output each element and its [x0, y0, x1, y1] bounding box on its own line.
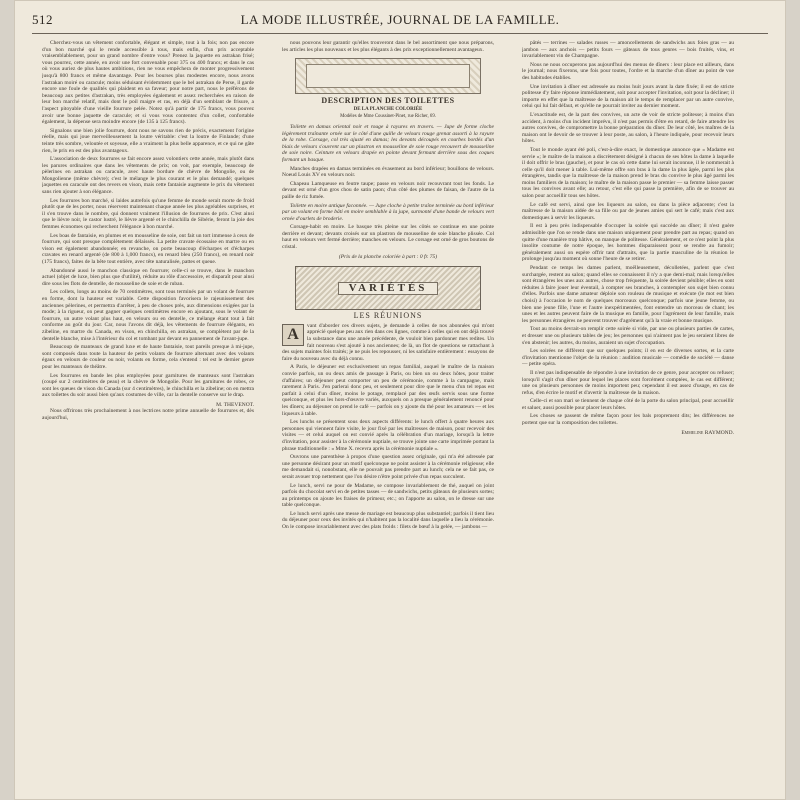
paragraph: vant d'aborder ces divers sujets, je demande à celles de nos abonnées qui m'ont apprécié quelque peu aux rien dans ces lignes, comme à celles qui en ont déjà trouvé la substance dans une année précédente, de vouloir bien pardonner mes redites. Un fait nouveau s'est ajouté à nos anciennes; de là, un flot de questions se rattachant à des sujets maintes fois traités; je ne puis les repousser, ni les satisfaire entièrement : essayons de faire du nouveau avec du déjà connu. — [282, 322, 494, 362]
page-number: 512 — [32, 12, 53, 27]
varietes-heading: VARIÉTÉS — [338, 282, 439, 295]
column-1 — [42, 40, 254, 780]
price-note: (Prix de la planche coloriée à part : 0 fr. 75) — [338, 253, 438, 260]
header-rule — [32, 33, 768, 34]
paragraph: Il est à peu près indispensable d'occuper la soirée qui succède au dîner; il n'est guère admissible que l'on se rende dans une maison uniquement pour prendre part au repas; quand on quitte d'une manière trop hâtive, on manque de politesse. Généralement, et ce n'est point la plus insolite coutume de notre époque, les hommes disparaissent pour se rendre au fumoir; généralement aussi on espère offrir tant d'attraits, que la partie masculine de la réunion le prolonge jusqu'au moment où sonne l'heure de se retirer. — [522, 223, 734, 263]
varietes-banner — [295, 266, 481, 310]
paragraph: L'exactitude est, de la part des convives, un acte de voir de stricte politesse; à moins d'un accident, à moins d'un incident imprévu, il n'est pas permis d'être en retard, de faire attendre les autres convives, de compromettre la bonne préparation du dîner. De leur côté, les maîtres de la maison ont le devoir de se trouver à leur poste, au salon, à l'heure indiquée, pour recevoir leurs hôtes. — [522, 111, 734, 145]
paragraph: Le café est servi, ainsi que les liqueurs au salon, ou dans la pièce adjacente; c'est la maîtresse de la maison aidée de sa fille ou par de jeunes amies qui sert le café; mais c'est aux domestiques à servir les liqueurs. — [522, 201, 734, 221]
column-2 — [282, 40, 494, 780]
paragraph: Les soirées ne diffèrent que sur quelques points; il en est de diverses sortes, et la carte d'invitation mentionne l'objet de la réunion : audition musicale — comédie de société — danse — petite opéra. — [522, 348, 734, 368]
paragraph: Chapeau Lamqueuse en feutre taupe; passe en velours noir recouvrant tout les fonds. Le devant est orné d'un gros chou de satin paon; d'un côté des plumes de faisan, de l'autre de la paille de riz fumée. — [282, 180, 494, 200]
paragraph: Les collets, longs au moins de 70 centimètres, sont tous terminés par un volant de fourrure en forme, dont la hauteur est variable. Cette disposition favorisera le rajeunissement des anciennes pèlerines, et permettra d'arrêter, à peu de choses près, aux dimensions exigées par la mode; à la rigueur, on peut gagner quelques centimètres encore en ajoutant, sous le volant de fourrure, un autre volant plus haut, en velours ou en dentelle, ce mélange étant tout à fait conforme au goût du jour. Car, nous l'avons dit déjà, les vêtements de fourrure élégants, en zibeline, en martre du Canada, en vison, en chinchilla, en astrakan, se complètent par de la dentelle blanche, mise à l'intérieur du col et tombant par devant en pannement de l'avant-jupe. — [42, 289, 254, 342]
article-title: LES RÉUNIONS — [353, 311, 423, 321]
paragraph: Le lunch servi après une messe de mariage est beaucoup plus substantiel; parfois il tient lieu du déjeuner pour ceux des invités qui n'habitent pas la localité dans laquelle a lieu la cérémonie. On le compose invariablement avec des plats froids : filets de bœuf à la gelée, — jambons — — [282, 510, 494, 531]
paragraph: Toilette en damas oriental noir et rouge à rayures en travers. — Jupe de forme cloche légèrement traînante ornée sur le côté d'une quille de velours rouge grenat assorti à la rayure de la robe. Corsage, col très ajusté en damas; les devants découpés en courbes bordés d'un biais de velours s'ouvrent sur un plastron en mousseline de soie rouge recouvert de mousseline de soie noire. Ceinture en velours drapée en pointe devant fermant derrière sous des coques formant un basque. — [282, 123, 494, 163]
section-subtitle: DE LA PLANCHE COLORIÉE — [353, 106, 423, 112]
page-header — [32, 12, 768, 30]
paragraph: Celle-ci et son mari se tiennent de chaque côté de la porte du salon principal, pour accueillir et saluer, aussi possible pour placer leurs hôtes. — [522, 398, 734, 411]
paragraph: Manches drapées en damas terminées en évasement au bord inférieur; bouillons de velours. Noeud Louis XV en velours noir. — [282, 165, 494, 179]
section-title: DESCRIPTION DES TOILETTES — [321, 96, 455, 106]
magazine-page — [14, 0, 786, 800]
paragraph: Tout le monde ayant été poli, c'est-à-dire exact, le domestique annonce que « Madame est servie »; le maître de la maison a discrètement désigné à chacun de ses hôtes la dame à laquelle il doit offrir le bras (gauche), et pour le cas où cette dame lui serait inconnue, il le nommerait à celle qu'il doit mener à table. Lui-même offre son bras à la dame la plus âgée, parmi les plus étrangères, tandis que la maîtresse de la maison prend le bras du convive le plus âgé parmi les moins familiers de la maison; le maître de la maison passe le premier — sa femme laisse passer tous les convives avant elle; au retour, c'est elle qui passe la première, afin de se trouver au salon pour accueillir tous ses hôtes. — [522, 146, 734, 200]
paragraph: Abandonné aussi le manchon classique en fourrure; celle-ci se trouve, dans le manchon actuel (objet de luxe, bien plus que d'utilité), réduite au rôle d'accessoire, et disparaît pour ainsi dire sous les flots de dentelle, de mousseline de soie et de ruban. — [42, 267, 254, 287]
paragraph: pâtés — terrines — salades russes — amoncellements de sandwichs aux foies gras — au jambon — aux anchois — petits fours — gâteaux de tous genres — bois fruités, vins, et invariablement vin de Champagne. — [522, 40, 734, 60]
paragraph: L'association de deux fourrures se fait encore assez volontiers cette année, mais plutôt dans les parures ordinaires que dans les vêtements de prix; on voit, par exemple, beaucoup de pèlerines en astrakan ou caracule, avec haute bordure de chèvre de Mongolie, ou de Mongolienne (même chèvre); c'est le mélange le plus courant et le plus demandé; quelques jaquettes en caracule ont des revers en vison, mais cette fantaisie augmente le prix du vêtement sans rien ajouter à son élégance. — [42, 156, 254, 196]
paragraph: Beaucoup de manteaux de grand luxe et de haute fantaisie, tout pareils presque à mi-jupe, sont composés dans toute la hauteur de petits volants de fourrure alternant avec des volants égaux en velours de couleur ou noir, volants en forme, cela s'entend : tel est le dernier genre pour les manteaux de théâtre. — [42, 344, 254, 370]
decorative-ornament — [295, 58, 481, 94]
paragraph: Pendant ce temps les dames parlent, moëlleusement, décolletées, parlent que c'est surchargée, restent au salon; quand elles se connaissent il n'y a que demi-mal; mais lorsqu'elles sont étrangères les unes aux autres, chose trop fréquente, la soirée devient pénible; elles en sont réduites à faire jouer leur éventail, à compter ses branches, à contempler son sujet bien connu d'elles. Parfois une dame amateur déploie son rouleau de musique et exécute (le mot est bien choisi) à l'occasion le nom de quelques morceaux quelconque; parfois une jeune femme, ou bien une jeune fille, l'une et l'autre inexpérimentées, font entendre un morceau de chant; les unes et les autres peuvent faire de la musique en famille, pour l'agrément de leur famille, mais les personnes étrangères ne peuvent trouver d'agrément qu'à la vraie et bonne musique. — [522, 265, 734, 324]
paragraph: Ouvrons une parenthèse à propos d'une question assez originale, qui m'a été adressée par une personne désirant pour un motif quelconque ne point assister à la cérémonie religieuse; elle me demandait si, nonobstant, elle ne pouvait pas prendre part au lunch; cela ne se fait pas, ce serait avouer trop nettement que l'on désire n'être point privée d'un repas succulent. — [282, 454, 494, 480]
drop-cap: A — [282, 324, 304, 346]
paragraph: Les fourrures en bande les plus employées pour garnitures de manteaux sont l'astrakan (coupé sur 2 centimètres de peau) et la chèvre de Mongolie. Pour les garnitures de robes, ce sont les queues de vison du Canada (sur 4 centimètres), le chinchilla et la zibeline; on en mettra aux toilettes du soir aussi bien qu'aux costumes de ville, car la dentelle conserve sur le drap. — [42, 372, 254, 399]
paragraph: Tout au moins devrait-on remplir cette soirée si vide, par une ou plusieurs parties de cartes, et dresser une ou plusieurs tables de jeu; les personnes qui n'aiment pas le jeu seraient libres de s'en abstenir; les autres, du moins, auraient un sujet d'occupation. — [522, 326, 734, 346]
paragraph: Le lunch, servi ne pour de Madame, se compose invariablement de thé, auquel on joint parfois du chocolat servi en de petites tasses — de sandwichs, petits gâteaux de plusieurs sortes; au printemps on ajoute les fraises de primeur, etc.; on l'apporte au salon, on le dresse sur une table quelconque. — [282, 482, 494, 509]
author-signature: Emmeline RAYMOND. — [681, 429, 734, 436]
paragraph: Les choses se passent de même façon pour les bals proprement dits; les différences ne portent que sur la composition des toilettes. — [522, 413, 734, 427]
paragraph: Signalons une bien jolie fourrure, dont nous ne savons rien de précis, exactement l'origine réelle, mais qui joue merveilleusement la loutre véritable: c'est la loutre de Finlande; d'une teinte très sombre, veloutée et soyeuse, elle a vraiment la plus belle apparence, et ce qui ne gâte rien, le prix en est des plus avantageux. — [42, 127, 254, 154]
section-credit: Modèles de Mme Coussinet-Pinet, rue Richer, 69. — [340, 114, 436, 120]
paragraph: Cherchez-vous un vêtement confortable, élégant et simple, tout à la fois; non pas encore d'un bon marché qui le rende accessible à tous, mais enfin, d'un prix acceptable vraisemblablement, pour un grand nombre d'entre vous? Prenez la jaquette en astrakan frisé; vous pourrez, cette année, en avoir une fort convenable pour 375 ou 400 francs; et dans le cas où vous auriez de plus hautes ambitions, rien ne vous empêchera de monter progressivement jusqu'à 800 francs et même davantage. Pour les bourses plus modestes encore, nous avons l'astrakan moiré ou caracule; moins séduisant évidemment que le bel astrakan de Perse, il garde encore une foule de qualités qui plaident en sa faveur; pour notre part, nous le préférons de beaucoup aux petites d'astrakan, très employées également et assez recherchées en raison de leur bon marché relatif, mais dont le poil maigre et ras, en déjà d'un semblant de frisure, a l'aspect pitoyable d'une vieille fourrure pelée. Notez qu'à partir de 175 francs, vous pouvez avoir une bonne jaquette de caracule; et si vous vous contentez d'un collet, confortable également, la dépense sera moindre encore (de 135 à 125 francs). — [42, 40, 254, 126]
paragraph: Il n'est pas indispensable de répondre à une invitation de ce genre, pour accepter ou refuser; lorsqu'il s'agit d'un dîner pour lequel les places sont forcément comptées, le cas est différent; une ou plusieurs personnes de moins importent peu; cependant il est assez d'usage, en cas de refus, d'en écrire le motif et d'avertir la maîtresse de la maison. — [522, 369, 734, 396]
paragraph: Une invitation à dîner est adressée au moins huit jours avant la date fixée; il est de stricte politesse d'y faire réponse immédiatement, soit pour accepter l'invitation, soit pour la décliner; il importe en effet que la maîtresse de la maison ait le temps de remplacer par un autre convive, celui qui lui fait défaut, et qu'elle ne pourrait inviter au dernier moment. — [522, 83, 734, 110]
journal-title: LA MODE ILLUSTRÉE, JOURNAL DE LA FAMILLE. — [240, 12, 560, 27]
paragraph: Toilette en moire antique faconnée. — Jupe cloche à petite traîne terminée au bord inférieur par un volant en forme bâti en moire semblable à la jupe, surmonté d'une bande de velours vert ornée d'ourlets de broderie. — [282, 202, 494, 222]
paragraph: Les fourrures bon marché, si laides autrefois qu'une femme de monde serait morte de froid plutôt que de les porter, nous réservent maintenant chaque année les plus agréables surprises, et il s'en trouve dans le nombre, qui donnent vraiment l'illusion de fourrures de prix. C'est ainsi que le lièvre noir, le castor lustré, le lièvre argenté et le chinchilla de Sibérie, feront la joie des femmes économes qui recherchent l'élégance à bon marché. — [42, 197, 254, 231]
column-3 — [522, 40, 734, 780]
paragraph: nous pouvons leur garantir qu'elles trouveront dans le bel assortiment que nous préparons, les articles les plus nouveaux et les plus élégants à des prix exceptionnellement avantageux. — [282, 40, 494, 53]
paragraph: Les lunchs se présentent sous deux aspects différents: le lunch offert à quatre heures aux personnes qui viennent faire visite, le jour fixé par les maîtresses de maison, pour recevoir des visites — et celui auquel on est convié après la célébration d'un mariage, lorsqu'à la lettre d'invitation, pour assister à la cérémonie nuptiale, se trouve jointe une carte imprimée portant la phrase traditionnelle : « Mme X. recevra après la cérémonie nuptiale ». — [282, 419, 494, 452]
paragraph: A Paris, le déjeuner est exclusivement un repas familial, auquel le maître de la maison convie parfois, un ou deux amis de passage à Paris, ou bien un ou deux hôtes, pour traiter d'affaires; un déjeuner peut comporter un peu de cérémonie, comme à la campagne, mais rarement à Paris. J'en parlerai donc peu, et seulement pour dire que le menu d'un tel repas est parfait à celui d'un dîner, moins le potage, remplacé par des œufs servis sous une forme quelconque, et plus les hors-d'œuvre variés, auxquels on a presque généralement renoncé pour les dîners; au déjeuner on prend le café — parfois on y ajoute du thé pour les amateurs — et les liqueurs à table. — [282, 364, 494, 417]
paragraph: Corsage-habit en moire. Le basque très pleine sur les côtés se continue en une pointe derrière et devant; devants croisés sur un plastron de mousseline de soie blanche plissée. Col haut en velours vert fermé derrière; manches en velours. Le corsage est orné de gros boutons de cristal. — [282, 224, 494, 251]
paragraph: Les boas de fantaisie, en plumes et en mousseline de soie, ont fait un tort immense à ceux de fourrure, qui sont presque complètement délaissés. La petite cravate écossaise en martre ou en vison est également abandonnée; en revanche, on porte beaucoup d'écharpes et d'écharpes cravates en renard argenté (de 800 à 1,000 francs), en renard bleu (250 francs), en renard noir (175 francs), faites de la bête tout entière, avec tête naturalisée, pattes et queue. — [42, 232, 254, 265]
author-signature: M. THEVENOT. — [216, 401, 254, 408]
paragraph: Nous offrirons très prochainement à nos lectrices notre prime annuelle de fourrures et, dès aujourd'hui, — [42, 408, 254, 422]
paragraph: Nous ne nous occuperons pas aujourd'hui des menus de dîners : leur place est ailleurs, dans le journal; nous fixerons, une fois pour toutes, l'ordre et la marche d'un dîner au point de vue des habitudes établies. — [522, 61, 734, 81]
